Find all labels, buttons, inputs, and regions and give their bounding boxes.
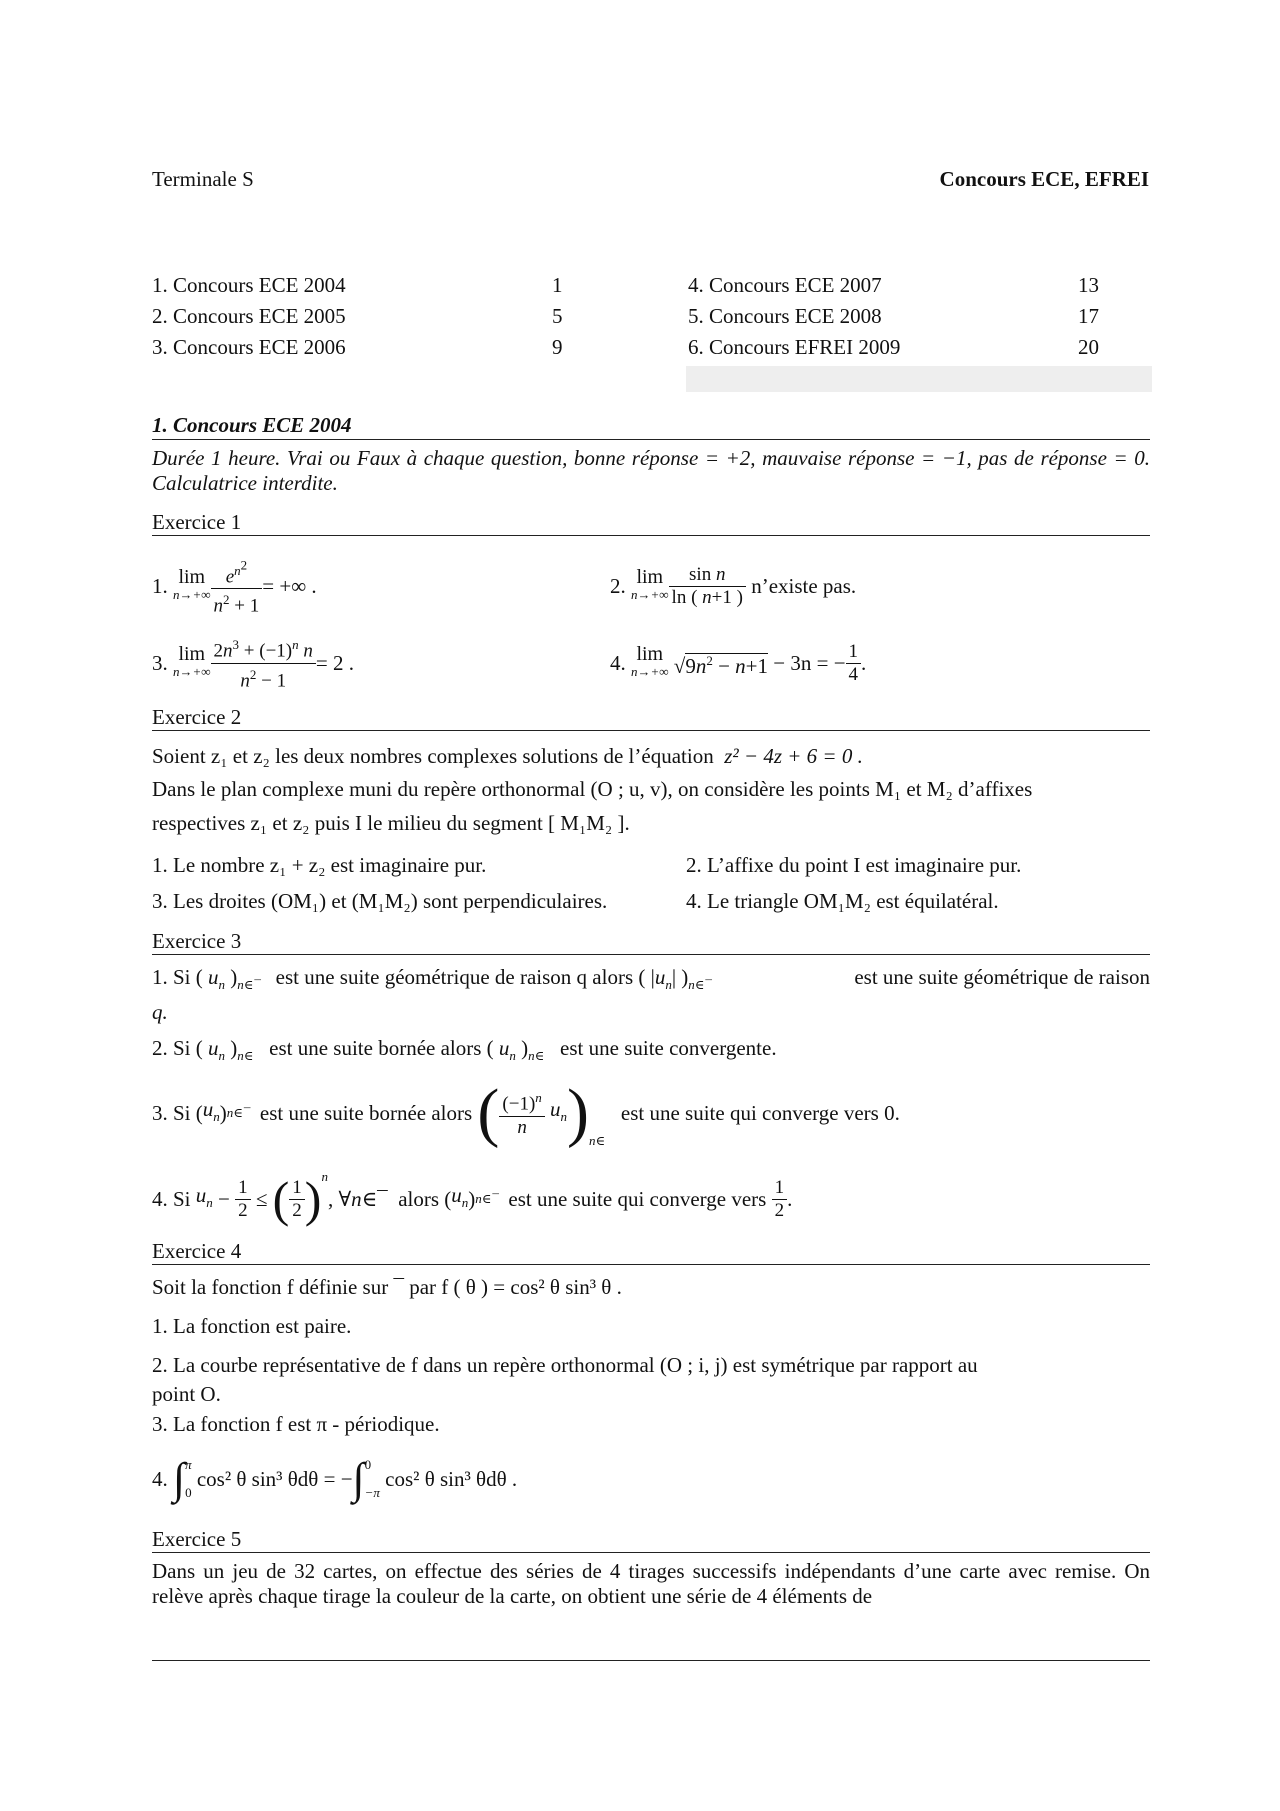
ex5-title: Exercice 5 xyxy=(152,1527,242,1551)
ex4-q1: 1. La fonction est paire. xyxy=(152,1314,352,1338)
ex1-rule xyxy=(152,535,1150,536)
ex4-q4: 4. ∫ π 0 cos² θ sin³ θdθ = − ∫ 0 −π cos² θ sin³ θdθ . xyxy=(152,1454,518,1503)
ex3-q1: 1. Si ( $u_n$ )$_{n\in¯}$ est une suite géométrique de raison q alors ( $|u_n|$ )$_{n\in¯}$ est une suite géométrique de raison xyxy=(152,965,1150,993)
toc-item-4[interactable]: 4. Concours ECE 2007 xyxy=(688,273,882,297)
ex1-q3: 3. lim n→+∞ $\frac{2n^3 + (-1)^n n}{n^2 - 1}$ = 2 . xyxy=(152,628,354,698)
toc-page-1: 1 xyxy=(552,273,563,297)
ex3-q2: 2. Si ( $u_n$ )$_{n\in}$ est une suite bornée alors ( $u_n$ )$_{n\in}$ est une suite convergente. xyxy=(152,1036,777,1064)
toc-item-3[interactable]: 3. Concours ECE 2006 xyxy=(152,335,346,359)
ex3-title: Exercice 3 xyxy=(152,929,242,953)
toc-item-6[interactable]: 6. Concours EFREI 2009 xyxy=(688,335,901,359)
toc-page-2: 5 xyxy=(552,304,563,328)
ex2-q3: 3. Les droites (OM₁) et (M₁M₂) sont perpendiculaires. xyxy=(152,889,608,913)
ex4-q2: 2. La courbe représentative de f dans un repère orthonormal (O ; i, j) est symétrique par rapport au xyxy=(152,1353,978,1377)
ex3-q3: 3. Si ( $u_n$ ) n∈¯ est une suite bornée alors ( $\frac{(-1)^n}{n}$ $u_n$ ) $_{n\in}$ est une suite qui converge vers 0. xyxy=(152,1076,900,1149)
ex1-title: Exercice 1 xyxy=(152,510,242,534)
toc-page-6: 20 xyxy=(1078,335,1099,359)
toc-page-5: 17 xyxy=(1078,304,1099,328)
toc-page-4: 13 xyxy=(1078,273,1099,297)
toc-page-3: 9 xyxy=(552,335,563,359)
toc-item-5[interactable]: 5. Concours ECE 2008 xyxy=(688,304,882,328)
toc-shade xyxy=(686,366,1152,392)
ex2-line1: Soient z₁ et z₂ les deux nombres complexes solutions de l’équation z² − 4z + 6 = 0 . xyxy=(152,744,863,768)
ex1-q2: 2. lim n→+∞ $\frac{\text{sin n}}{\ln ( n+1 )}$ n’existe pas. xyxy=(610,563,857,608)
ex3-q1-end: q. xyxy=(152,1000,168,1024)
ex5-text: Dans un jeu de 32 cartes, on effectue des séries de 4 tirages successifs indépendants d’une carte avec remise. On relève après chaque tirage la couleur de la carte, on obtient une série de 4 éléments de xyxy=(152,1559,1150,1608)
ex2-title: Exercice 2 xyxy=(152,705,242,729)
toc-item-2[interactable]: 2. Concours ECE 2005 xyxy=(152,304,346,328)
ex5-rule xyxy=(152,1552,1150,1553)
header-left: Terminale S xyxy=(152,167,254,191)
ex2-q1: 1. Le nombre z₁ + z₂ est imaginaire pur. xyxy=(152,853,487,877)
ex1-q1: 1. lim n→+∞ $\frac{e^{n^2}}{n^2 + 1}$ = +∞ . xyxy=(152,551,317,621)
section-title: 1. Concours ECE 2004 xyxy=(152,413,352,437)
ex4-q3: 3. La fonction f est π - périodique. xyxy=(152,1412,440,1436)
ex2-q2: 2. L’affixe du point I est imaginaire pur. xyxy=(686,853,1022,877)
ex2-q4: 4. Le triangle OM₁M₂ est équilatéral. xyxy=(686,889,999,913)
ex4-title: Exercice 4 xyxy=(152,1239,242,1263)
toc-item-1[interactable]: 1. Concours ECE 2004 xyxy=(152,273,346,297)
ex3-rule xyxy=(152,954,1150,955)
section-rule xyxy=(152,439,1150,440)
ex3-q4: 4. Si $u_n$ − $\frac{1}{2}$ ≤ ( $\frac{1}{2}$ ) $^n$ , ∀ n ∈¯ alors ( $u_n$ ) n∈¯ est une suite qui converge vers $\frac{1}{2}$ . xyxy=(152,1169,793,1227)
ex2-line2: Dans le plan complexe muni du repère orthonormal (O ; u, v), on considère les points M₁ et M₂ d’affixes xyxy=(152,777,1033,801)
ex2-line3: respectives z₁ et z₂ puis I le milieu du segment [ M₁M₂ ]. xyxy=(152,811,630,835)
ex4-q2-end: point O. xyxy=(152,1382,221,1406)
footer-rule xyxy=(152,1660,1150,1661)
section-intro: Durée 1 heure. Vrai ou Faux à chaque question, bonne réponse = +2, mauvaise réponse = −1, pas de réponse = 0. Calculatrice interdite. xyxy=(152,446,1150,495)
ex1-q4: 4. lim n→+∞ $√9n^2 - n+1$ − 3n = − $\frac{1}{4}$ . xyxy=(610,640,867,685)
ex4-line1: Soit la fonction f définie sur ¯ par f ( θ ) = cos² θ sin³ θ . xyxy=(152,1275,622,1299)
ex4-rule xyxy=(152,1264,1150,1265)
ex2-rule xyxy=(152,730,1150,731)
header-right: Concours ECE, EFREI xyxy=(939,167,1149,191)
